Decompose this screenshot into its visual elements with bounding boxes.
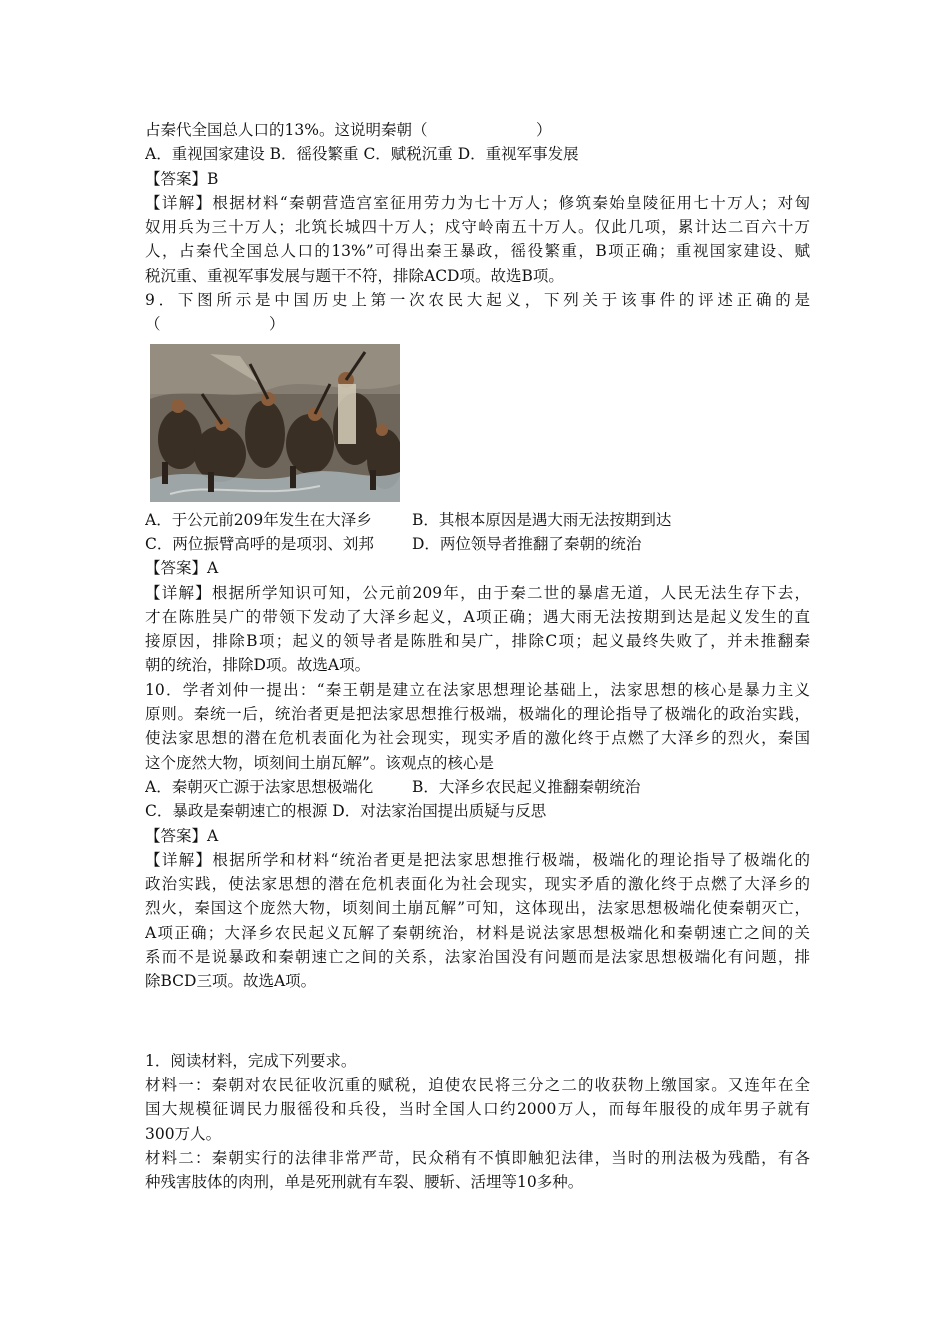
q9-option-d: D．两位领导者推翻了秦朝的统治 — [412, 534, 642, 553]
q9-option-row — [145, 508, 810, 532]
q9-answer: 【答案】A — [145, 559, 219, 578]
text-line: 税沉重、重视军事发展与题干不符，排除ACD项。故选B项。 — [145, 266, 564, 285]
text-line: 300万人。 — [145, 1124, 222, 1143]
text-line: 奴用兵为三十万人；北筑长城四十万人；戍守岭南五十万人。仅此几项，累计达二百六十万 — [145, 218, 810, 237]
text-line: 【详解】根据所学知识可知，公元前209年，由于秦二世的暴虐无道，人民无法生存下去， — [145, 583, 810, 602]
text-line: 原则。秦统一后，统治者更是把法家思想推行极端，极端化的理论指导了极端化的政治实践， — [145, 705, 810, 724]
section-gap — [145, 994, 810, 1049]
q10-options-cd: C．暴政是秦朝速亡的根源 D．对法家治国提出质疑与反思 — [145, 802, 547, 821]
q10-option-a: A．秦朝灭亡源于法家思想极端化 — [145, 777, 374, 796]
page-content — [145, 118, 810, 1194]
q9-options — [145, 508, 810, 557]
text-line: 【详解】根据材料“秦朝营造宫室征用劳力为七十万人；修筑秦始皇陵征用七十万人；对匈 — [145, 193, 810, 212]
q8-answer: 【答案】B — [145, 169, 219, 188]
text-line: 国大规模征调民力服徭役和兵役，当时全国人口约2000万人，而每年服役的成年男子就有 — [145, 1100, 810, 1119]
uprising-painting — [150, 344, 400, 502]
q8-options: A．重视国家建设 B．徭役繁重 C．赋税沉重 D．重视军事发展 — [145, 145, 579, 164]
text-line: 种残害肢体的肉刑，单是死刑就有车裂、腰斩、活埋等10多种。 — [145, 1173, 584, 1192]
text-line: 除BCD三项。故选A项。 — [145, 972, 317, 991]
text-line: 烈火，秦国这个庞然大物，顷刻间土崩瓦解”可知，这体现出，法家思想极端化使秦朝灭亡， — [145, 899, 810, 918]
text-line: 接原因，排除B项；起义的领导者是陈胜和吴广，排除C项；起义最终失败了，并未推翻秦 — [145, 632, 810, 651]
text-line: 政治实践，使法家思想的潜在危机表面化为社会现实，现实矛盾的激化终于点燃了大泽乡的 — [145, 875, 810, 894]
q9-option-c: C．两位振臂高呼的是项羽、刘邦 — [145, 534, 374, 553]
q10-option-row — [145, 775, 810, 799]
uprising-painting-illustration — [150, 344, 400, 502]
q9-option-b: B．其根本原因是遇大雨无法按期到达 — [412, 510, 672, 529]
text-line: 材料一：秦朝对农民征收沉重的赋税，迫使农民将三分之二的收获物上缴国家。又连年在全 — [145, 1075, 810, 1094]
text-line: 占秦代全国总人口的13%。这说明秦朝（ ） — [145, 121, 552, 139]
q9-stem: 9．下图所示是中国历史上第一次农民大起义，下列关于该事件的评述正确的是 — [145, 291, 810, 310]
q9-option-a: A．于公元前209年发生在大泽乡 — [145, 510, 372, 529]
text-line: 【详解】根据所学和材料“统治者更是把法家思想推行极端，极端化的理论指导了极端化的 — [145, 850, 810, 869]
q9-option-row — [145, 532, 810, 556]
text-line: 人，占秦代全国总人口的13%”可得出秦王暴政，徭役繁重，B项正确；重视国家建设、赋 — [145, 242, 810, 261]
text-line: 使法家思想的潜在危机表面化为社会现实，现实矛盾的激化终于点燃了大泽乡的烈火，秦国 — [145, 729, 810, 748]
q10-answer: 【答案】A — [145, 826, 219, 845]
text-line: 系而不是说暴政和秦朝速亡之间的关系，法家治国没有问题而是法家思想极端化有问题，排 — [145, 948, 810, 967]
material-question-block — [145, 1049, 810, 1195]
q10-stem: 10．学者刘仲一提出：“秦王朝是建立在法家思想理论基础上，法家思想的核心是暴力主义 — [145, 680, 810, 699]
q10-answer-block — [145, 799, 810, 993]
q8-tail-block — [145, 118, 810, 337]
text-line: 朝的统治，排除D项。故选A项。 — [145, 656, 371, 675]
text-line: 材料二：秦朝实行的法律非常严苛，民众稍有不慎即触犯法律，当时的刑法极为残酷，有各 — [145, 1148, 810, 1167]
text-line: A项正确；大泽乡农民起义瓦解了秦朝统治，材料是说法家思想极端化和秦朝速亡之间的关 — [145, 923, 810, 942]
q9-answer-block — [145, 556, 810, 775]
q10-option-b: B．大泽乡农民起义推翻秦朝统治 — [412, 777, 641, 796]
material-question-title: 1．阅读材料，完成下列要求。 — [145, 1051, 357, 1070]
q9-stem-bracket: （ ） — [145, 315, 285, 334]
text-line: 这个庞然大物，顷刻间土崩瓦解”。该观点的核心是 — [145, 753, 494, 772]
text-line: 才在陈胜吴广的带领下发动了大泽乡起义，A项正确；遇大雨无法按期到达是起义发生的直 — [145, 607, 810, 626]
